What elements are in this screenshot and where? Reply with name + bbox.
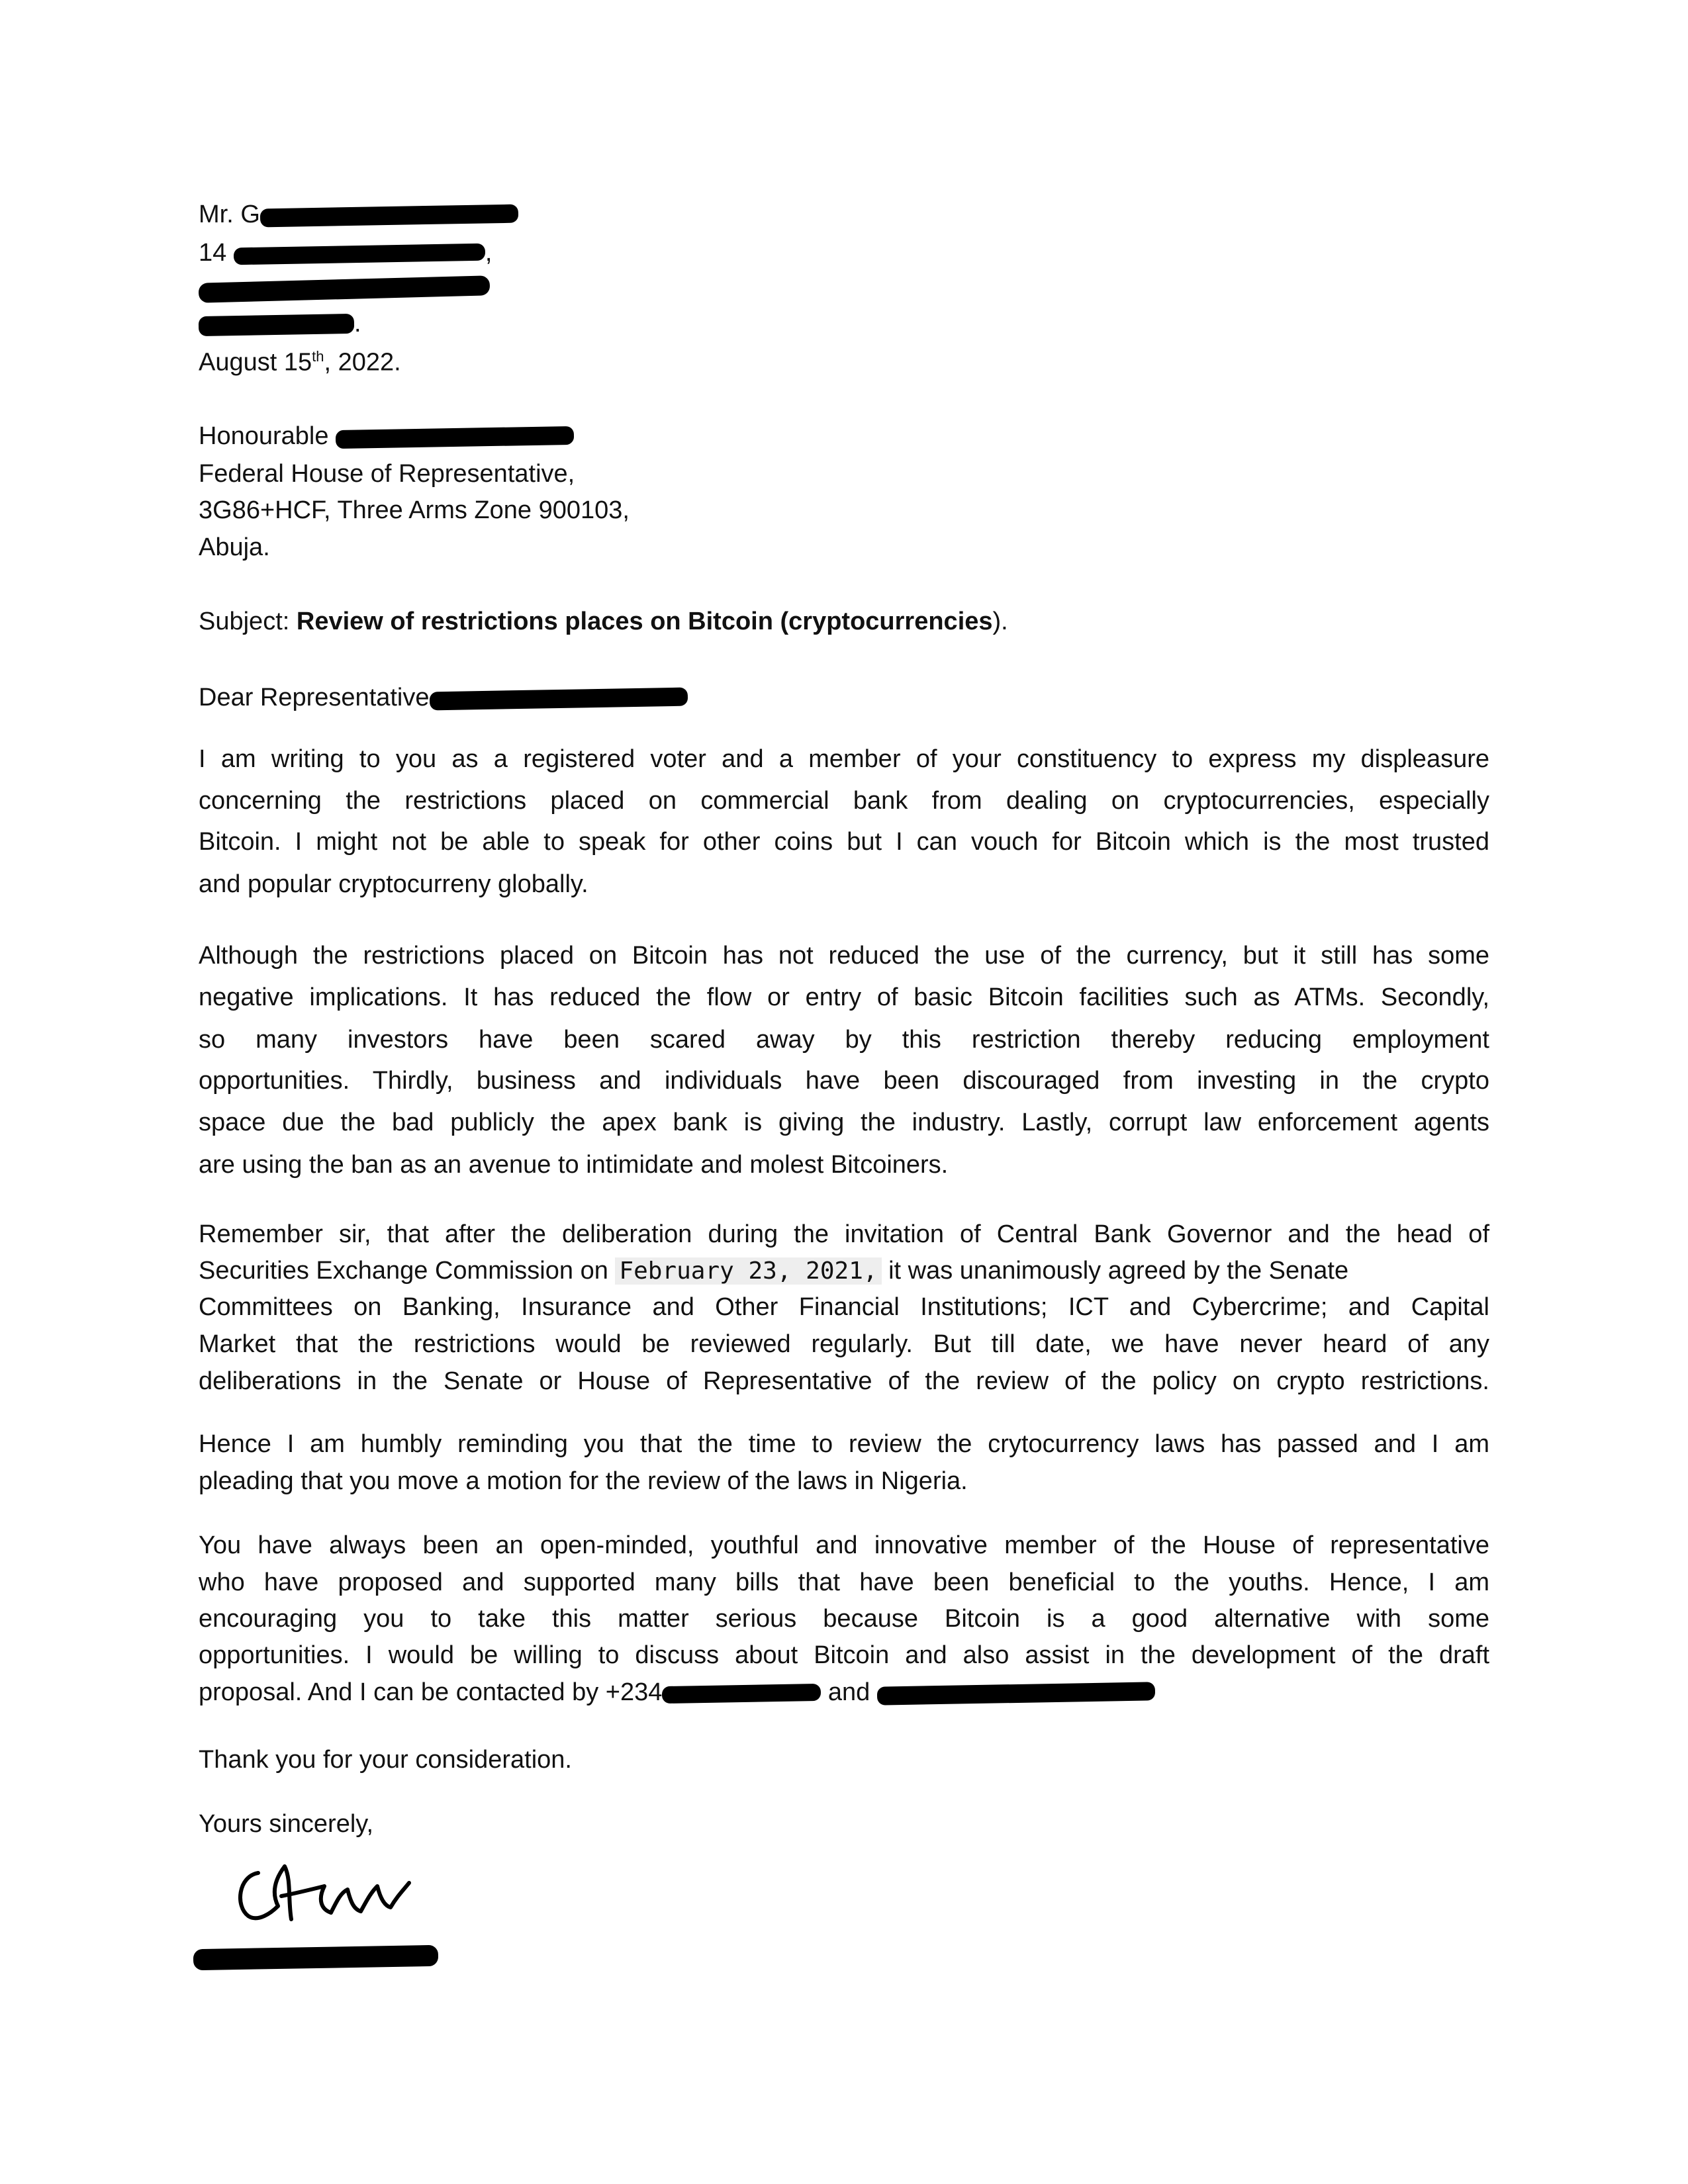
redaction-mark <box>429 688 687 711</box>
redaction-mark <box>260 205 518 228</box>
recipient-address: 3G86+HCF, Three Arms Zone 900103, <box>199 496 630 524</box>
letter-date: August 15th, 2022. <box>199 348 401 377</box>
sender-line4-suffix: . <box>354 310 361 338</box>
sender-name-line <box>199 202 518 227</box>
paragraph-line: negative implications. It has reduced the flow or entry of basic Bitcoin facilities such as ATMs. Secondly, <box>199 983 1489 1011</box>
paragraph-text: proposal. And I can be contacted by +234 <box>199 1678 663 1706</box>
paragraph-line: opportunities. Thirdly, business and individuals have been discouraged from investing in the crypto <box>199 1067 1489 1095</box>
signoff-line: Yours sincerely, <box>199 1810 374 1838</box>
salutation-line <box>199 685 688 710</box>
recipient-city: Abuja. <box>199 533 270 561</box>
paragraph-line: so many investors have been scared away by this restriction thereby reducing employment <box>199 1026 1489 1054</box>
paragraph-line: encouraging you to take this matter serious because Bitcoin is a good alternative with some <box>199 1605 1489 1633</box>
sender-street-prefix: 14 <box>199 239 227 267</box>
paragraph-line: Bitcoin. I might not be able to speak for other coins but I can vouch for Bitcoin which is the most trusted <box>199 828 1489 856</box>
paragraph-line: deliberations in the Senate or House of Representative of the review of the policy on crypto restrictions. <box>199 1367 1489 1395</box>
redaction-mark <box>199 275 491 303</box>
paragraph-line: I am writing to you as a registered voter and a member of your constituency to express my displeasure <box>199 745 1489 773</box>
subject-text: Review of restrictions places on Bitcoin (cryptocurrencies <box>296 608 993 635</box>
paragraph-text: Securities Exchange Commission on <box>199 1257 616 1285</box>
sender-street-suffix: , <box>485 239 492 267</box>
paragraph-line: Hence I am humbly reminding you that the time to review the crytocurrency laws has passed and I am <box>199 1430 1489 1458</box>
recipient-title: Honourable <box>199 422 329 450</box>
subject-suffix: ). <box>992 608 1008 635</box>
redaction-mark <box>662 1684 821 1704</box>
paragraph-line: You have always been an open-minded, youthful and innovative member of the House of representative <box>199 1531 1489 1559</box>
redaction-mark <box>234 244 485 265</box>
sender-name-prefix: Mr. G <box>199 201 260 228</box>
recipient-title-line <box>199 424 574 449</box>
redaction-mark <box>336 426 574 449</box>
redaction-mark <box>193 1945 439 1970</box>
redaction-mark <box>877 1682 1155 1705</box>
paragraph-line <box>199 1258 1489 1283</box>
paragraph-line: Committees on Banking, Insurance and Other Financial Institutions; ICT and Cybercrime; and Capital <box>199 1293 1489 1321</box>
subject-label: Subject: <box>199 608 297 635</box>
paragraph-line <box>199 1680 1155 1705</box>
paragraph-line: Market that the restrictions would be reviewed regularly. But till date, we have never heard of any <box>199 1330 1489 1358</box>
paragraph-line: opportunities. I would be willing to discuss about Bitcoin and also assist in the development of the draft <box>199 1641 1489 1669</box>
sender-line4 <box>199 311 361 336</box>
paragraph-line: Although the restrictions placed on Bitcoin has not reduced the use of the currency, but it still has some <box>199 942 1489 970</box>
paragraph-line: space due the bad publicly the apex bank is giving the industry. Lastly, corrupt law enforcement agents <box>199 1109 1489 1136</box>
salutation: Dear Representative <box>199 684 430 711</box>
redaction-mark <box>199 314 354 336</box>
highlighted-date: February 23, 2021, <box>615 1257 881 1285</box>
paragraph-line: Remember sir, that after the deliberation during the invitation of Central Bank Governor and the head of <box>199 1220 1489 1248</box>
sender-street-line <box>199 240 492 265</box>
paragraph-line: and popular cryptocurreny globally. <box>199 870 588 898</box>
paragraph-line: pleading that you move a motion for the review of the laws in Nigeria. <box>199 1467 968 1495</box>
handwritten-signature <box>232 1860 444 1939</box>
subject-line <box>199 609 1008 634</box>
paragraph-line: concerning the restrictions placed on commercial bank from dealing on cryptocurrencies, especially <box>199 787 1489 815</box>
paragraph-text: and <box>821 1678 877 1706</box>
thanks-line: Thank you for your consideration. <box>199 1746 572 1774</box>
paragraph-line: who have proposed and supported many bills that have been beneficial to the youths. Hence, I am <box>199 1569 1489 1596</box>
paragraph-text: it was unanimously agreed by the Senate <box>881 1257 1349 1285</box>
recipient-org: Federal House of Representative, <box>199 460 575 488</box>
paragraph-line: are using the ban as an avenue to intimidate and molest Bitcoiners. <box>199 1151 949 1179</box>
